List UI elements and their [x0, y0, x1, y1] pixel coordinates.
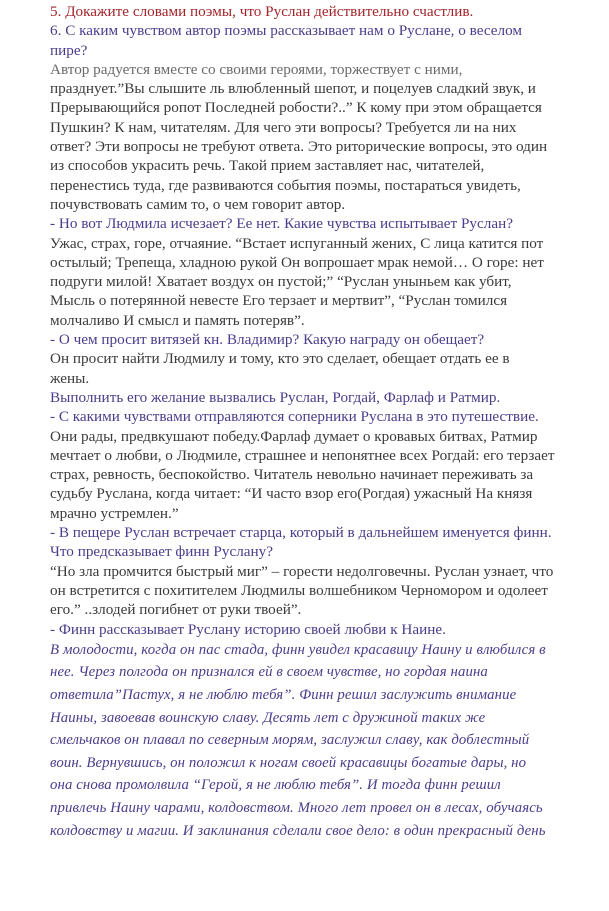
text-line: ответ? Эти вопросы не требуют ответа. Это риторические вопросы, это один — [50, 138, 548, 156]
text-line: почувствовать самим то, о чем говорит автор. — [50, 195, 346, 213]
text-line: остылый; Трепеща, хладною рукой Он вопрошает мрак немой… О горе: нет — [50, 253, 544, 271]
italic-line: Наины, завоевав воинскую славу. Десять лет с дружиной таких же — [50, 709, 486, 726]
text-line: Автор радуется вместе со своими героями, торжествует с ними, — [50, 60, 463, 78]
text-line: 6. С каким чувством автор поэмы рассказывает нам о Руслане, о веселом — [50, 22, 523, 40]
text-line: Выполнить его желание вызвались Руслан, Рогдай, Фарлаф и Ратмир. — [50, 388, 501, 406]
text-line: он встретится с похитителем Людмилы волшебником Черномором и одолеет — [50, 581, 548, 599]
text-line: мрачно устремлен.” — [50, 504, 179, 522]
text-line: молчаливо И смысл и память потеряв”. — [50, 311, 305, 329]
italic-line: она снова промолвила “Герой, я не люблю тебя”. И тогда финн решил — [50, 777, 501, 794]
text-line: “Но зла промчится быстрый миг” – горести недолговечны. Руслан узнает, что — [50, 562, 554, 580]
text-line: пире? — [50, 41, 88, 59]
text-body — [50, 2, 603, 639]
text-line: 5. Докажите словами поэмы, что Руслан действительно счастлив. — [50, 3, 474, 20]
text-line: Ужас, страх, горе, отчаяние. “Встает испуганный жених, С лица катится пот — [50, 234, 544, 252]
text-line: судьбу Руслана, когда читает: “И часто взор его(Рогдая) ужасный На князя — [50, 485, 533, 503]
text-line: подруги милой! Хватает воздух он пустой;” “Руслан уныньем как убит, — [50, 273, 512, 291]
text-line: из способов украсить речь. Такой прием заставляет нас, читателей, — [50, 157, 485, 175]
italic-line: привлечь Наину чарами, колдовством. Много лет провел он в лесах, обучаясь — [50, 799, 543, 816]
text-line: Он просит найти Людмилу и тому, кто это сделает, обещает отдать ее в — [50, 350, 510, 368]
text-line: - В пещере Руслан встречает старца, который в дальнейшем именуется финн. — [50, 524, 552, 542]
text-line: - Финн рассказывает Руслану историю своей любви к Наине. — [50, 620, 446, 638]
text-line: мечтает о любви, о Людмиле, страшнее и непонятнее всех Рогдай: его терзает — [50, 446, 555, 464]
text-line: Прерывающийся ропот Последней робости?..” К кому при этом обращается — [50, 99, 542, 117]
text-line: Они рады, предвкушают победу.Фарлаф думает о кровавых битвах, Ратмир — [50, 427, 538, 445]
italic-line: нее. Через полгода он признался ей в своем чувстве, но гордая наина — [50, 664, 488, 681]
text-line: перенестись туда, где развиваются события поэмы, постараться увидеть, — [50, 176, 521, 194]
text-line: страх, ревность, беспокойство. Читатель невольно начинает переживать за — [50, 466, 534, 484]
text-line: - О чем просит витязей кн. Владимир? Какую награду он обещает? — [50, 331, 485, 349]
text-line: Пушкин? К нам, читателям. Для чего эти вопросы? Требуется ли на них — [50, 118, 517, 136]
text-line: - Но вот Людмила исчезает? Ее нет. Какие чувства испытывает Руслан? — [50, 215, 513, 233]
italic-line: воин. Вернувшись, он положил к ногам своей красавицы богатые дары, но — [50, 754, 527, 771]
text-line: празднует.”Вы слышите ль влюбленный шепот, и поцелуев сладкий звук, и — [50, 80, 536, 98]
italic-line: ответила”Пастух, я не люблю тебя”. Финн решил заслужить внимание — [50, 686, 517, 703]
italic-line: смельчаков он плавал по северным морям, заслужил славу, как доблестный — [50, 732, 530, 749]
text-line: Мысль о потерянной невесте Его терзает и мертвит”, “Руслан томился — [50, 292, 508, 310]
italic-line: В молодости, когда он пас стада, финн увидел красавицу Наину и влюбился в — [50, 641, 546, 658]
text-line: - С какими чувствами отправляются соперники Руслана в это путешествие. — [50, 408, 539, 426]
italic-line: колдовству и магии. И заклинания сделали свое дело: в один прекрасный день — [50, 822, 546, 839]
text-line: жены. — [50, 369, 90, 387]
text-line: его.” ..злодей погибнет от руки твоей”. — [50, 601, 302, 619]
text-line: Что предсказывает финн Руслану? — [50, 543, 273, 561]
italic-passage — [50, 639, 603, 842]
